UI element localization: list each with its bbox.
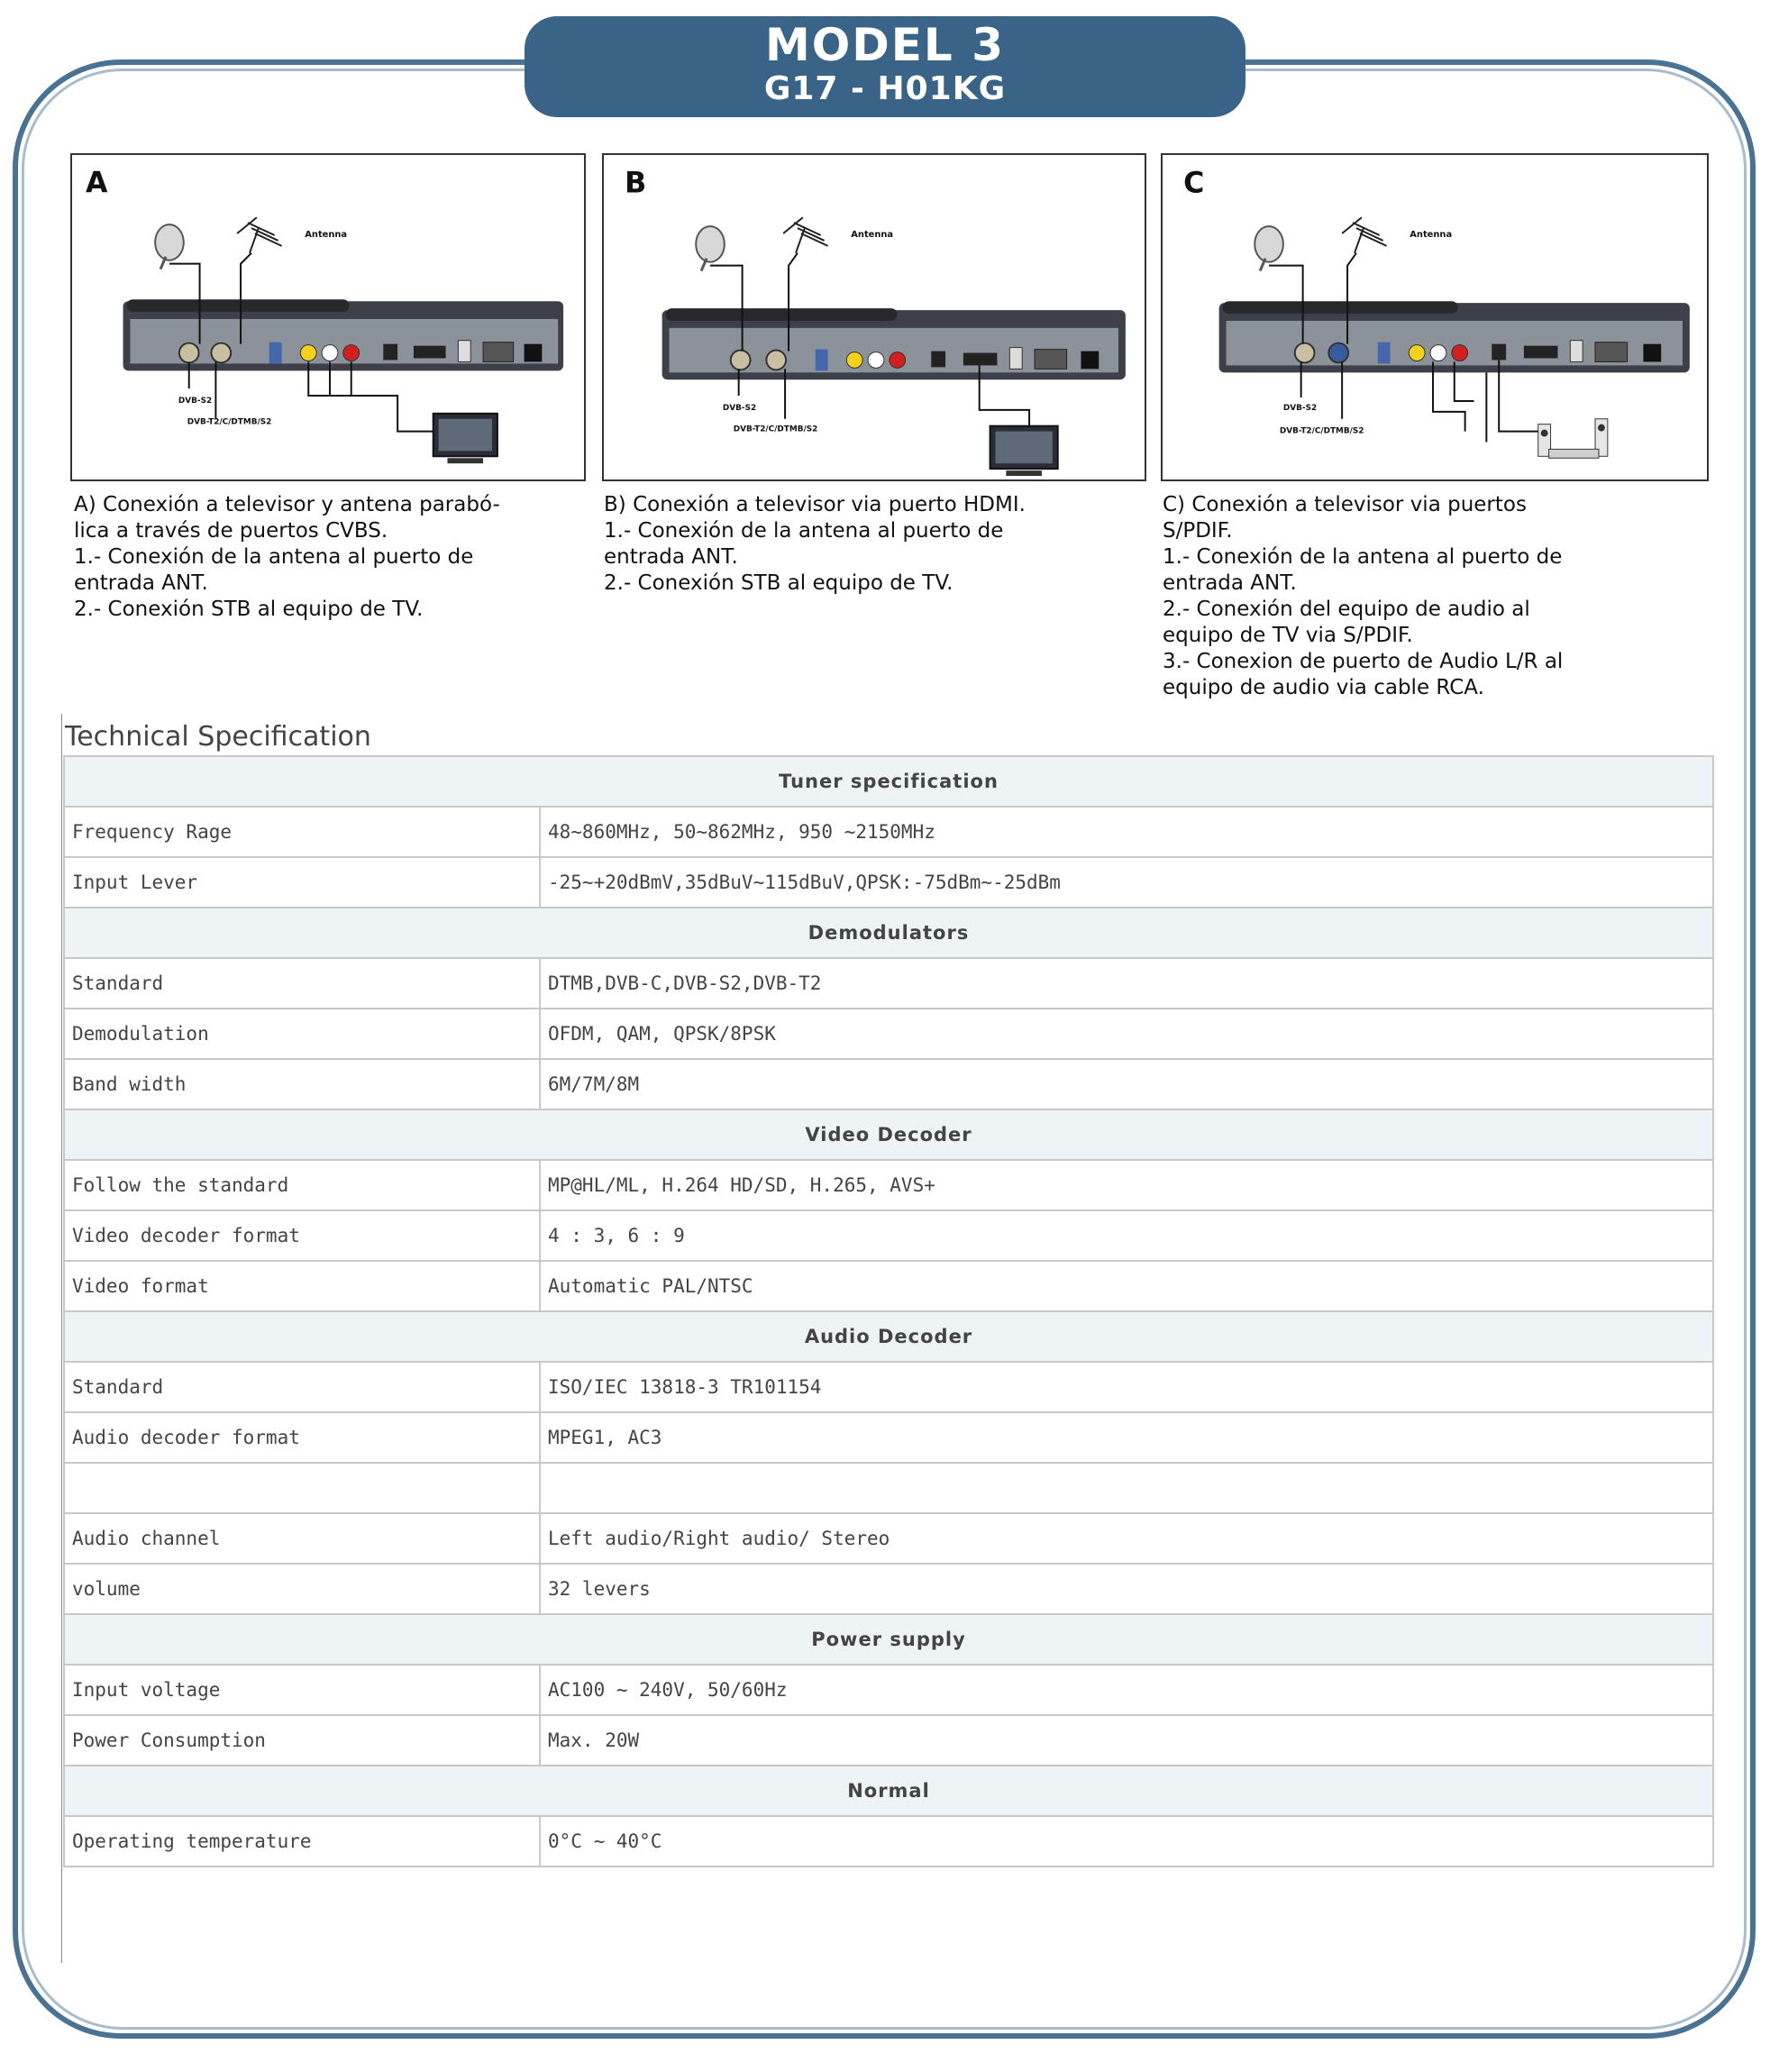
- spec-row: [64, 807, 1713, 857]
- stb-rear-panel: [662, 308, 1126, 379]
- spec-value: Max. 20W: [540, 1715, 1713, 1766]
- spec-section-row: [64, 1311, 1713, 1362]
- model-code: G17 - H01KG: [763, 70, 1007, 107]
- spec-row: [64, 1362, 1713, 1412]
- antenna-label: Antenna: [1410, 229, 1453, 240]
- panel-letter: B: [625, 167, 647, 200]
- spec-label: volume: [64, 1564, 540, 1614]
- spec-row: [64, 1463, 1713, 1513]
- spec-section-row: [64, 1109, 1713, 1160]
- spec-section-row: [64, 756, 1713, 807]
- panel-letter: C: [1183, 167, 1205, 200]
- diagram-panel-a: [70, 153, 586, 481]
- spec-label: Audio decoder format: [64, 1412, 540, 1463]
- dvb-s2-label: DVB-S2: [1282, 403, 1318, 413]
- connection-diagram-b: [604, 155, 1145, 479]
- spec-section-title: Video Decoder: [64, 1109, 1713, 1160]
- audio-equipment-icon: [1538, 419, 1608, 459]
- diagram-panel-c: [1161, 153, 1709, 481]
- spec-row: [64, 1816, 1713, 1867]
- connection-diagram-c: [1163, 155, 1707, 479]
- antenna-icon: [1342, 217, 1386, 253]
- spec-label: Video decoder format: [64, 1210, 540, 1261]
- diagram-panel-b: [602, 153, 1146, 481]
- spec-value: 32 levers: [540, 1564, 1713, 1614]
- spec-value: Automatic PAL/NTSC: [540, 1261, 1713, 1311]
- stb-rear-panel: [1219, 301, 1690, 372]
- antenna-label: Antenna: [305, 229, 348, 240]
- spec-value: ISO/IEC 13818-3 TR101154: [540, 1362, 1713, 1412]
- spec-label: Demodulation: [64, 1009, 540, 1059]
- spec-section-row: [64, 1766, 1713, 1816]
- spec-label: Input Lever: [64, 857, 540, 908]
- spec-label: [64, 1463, 540, 1513]
- dvb-s2-label: DVB-S2: [722, 403, 757, 413]
- model-title: MODEL 3: [765, 19, 1005, 71]
- antenna-icon: [237, 217, 281, 253]
- dvb-t2-label: DVB-T2/C/DTMB/S2: [733, 424, 818, 434]
- spec-value: DTMB,DVB-C,DVB-S2,DVB-T2: [540, 958, 1713, 1009]
- spec-value: 0°C ~ 40°C: [540, 1816, 1713, 1867]
- dish-icon: [155, 224, 184, 269]
- spec-label: Video format: [64, 1261, 540, 1311]
- antenna-icon: [783, 217, 827, 253]
- dvb-s2-label: DVB-S2: [178, 396, 213, 406]
- spec-label: Operating temperature: [64, 1816, 540, 1867]
- spec-value: [540, 1463, 1713, 1513]
- spec-label: Follow the standard: [64, 1160, 540, 1210]
- spec-divider: [61, 714, 62, 1963]
- spec-section-row: [64, 908, 1713, 958]
- spec-row: [64, 1513, 1713, 1564]
- spec-label: Standard: [64, 958, 540, 1009]
- spec-row: [64, 1665, 1713, 1715]
- connection-diagram-a: [72, 155, 584, 479]
- spec-value: MPEG1, AC3: [540, 1412, 1713, 1463]
- spec-label: Audio channel: [64, 1513, 540, 1564]
- panel-letter: A: [85, 167, 108, 200]
- spec-value: 6M/7M/8M: [540, 1059, 1713, 1109]
- spec-value: AC100 ~ 240V, 50/60Hz: [540, 1665, 1713, 1715]
- spec-row: [64, 1160, 1713, 1210]
- caption-a: A) Conexión a televisor y antena parabó- lica a través de puertos CVBS. 1.- Conexión de la antena al puerto de entrada ANT. 2.- Conexión STB al equipo de TV.: [74, 493, 500, 621]
- spec-title: Technical Specification: [65, 721, 371, 753]
- spec-row: [64, 1564, 1713, 1614]
- stb-rear-panel: [123, 299, 564, 370]
- spec-row: [64, 1059, 1713, 1109]
- spec-value: 4 : 3, 6 : 9: [540, 1210, 1713, 1261]
- spec-row: [64, 958, 1713, 1009]
- spec-section-title: Demodulators: [64, 908, 1713, 958]
- spec-value: MP@HL/ML, H.264 HD/SD, H.265, AVS+: [540, 1160, 1713, 1210]
- spec-value: 48~860MHz, 50~862MHz, 950 ~2150MHz: [540, 807, 1713, 857]
- dvb-t2-label: DVB-T2/C/DTMB/S2: [1279, 426, 1364, 436]
- dish-icon: [696, 226, 725, 270]
- spec-section-title: Normal: [64, 1766, 1713, 1816]
- spec-table: [63, 755, 1714, 1867]
- caption-c: C) Conexión a televisor via puertos S/PDIF. 1.- Conexión de la antena al puerto de entrada ANT. 2.- Conexión del equipo de audio al equipo de TV via S/PDIF. 3.- Conexion de puerto de Audio L/R al equipo de audio via cable RCA.: [1163, 493, 1564, 699]
- tv-icon: [990, 426, 1058, 476]
- spec-label: Standard: [64, 1362, 540, 1412]
- spec-section-title: Tuner specification: [64, 756, 1713, 807]
- spec-section-row: [64, 1614, 1713, 1665]
- dish-icon: [1255, 226, 1283, 270]
- dvb-t2-label: DVB-T2/C/DTMB/S2: [187, 417, 272, 427]
- spec-row: [64, 1261, 1713, 1311]
- spec-row: [64, 1715, 1713, 1766]
- spec-label: Band width: [64, 1059, 540, 1109]
- caption-b: B) Conexión a televisor via puerto HDMI. 1.- Conexión de la antena al puerto de entrada ANT. 2.- Conexión STB al equipo de TV.: [604, 493, 1026, 595]
- spec-value: OFDM, QAM, QPSK/8PSK: [540, 1009, 1713, 1059]
- tv-icon: [433, 414, 497, 463]
- spec-row: [64, 857, 1713, 908]
- spec-section-title: Audio Decoder: [64, 1311, 1713, 1362]
- spec-row: [64, 1210, 1713, 1261]
- antenna-label: Antenna: [851, 229, 894, 240]
- spec-row: [64, 1009, 1713, 1059]
- spec-label: Input voltage: [64, 1665, 540, 1715]
- spec-label: Frequency Rage: [64, 807, 540, 857]
- spec-value: Left audio/Right audio/ Stereo: [540, 1513, 1713, 1564]
- spec-row: [64, 1412, 1713, 1463]
- spec-value: -25~+20dBmV,35dBuV~115dBuV,QPSK:-75dBm~-25dBm: [540, 857, 1713, 908]
- spec-section-title: Power supply: [64, 1614, 1713, 1665]
- model-header: [525, 16, 1245, 117]
- spec-label: Power Consumption: [64, 1715, 540, 1766]
